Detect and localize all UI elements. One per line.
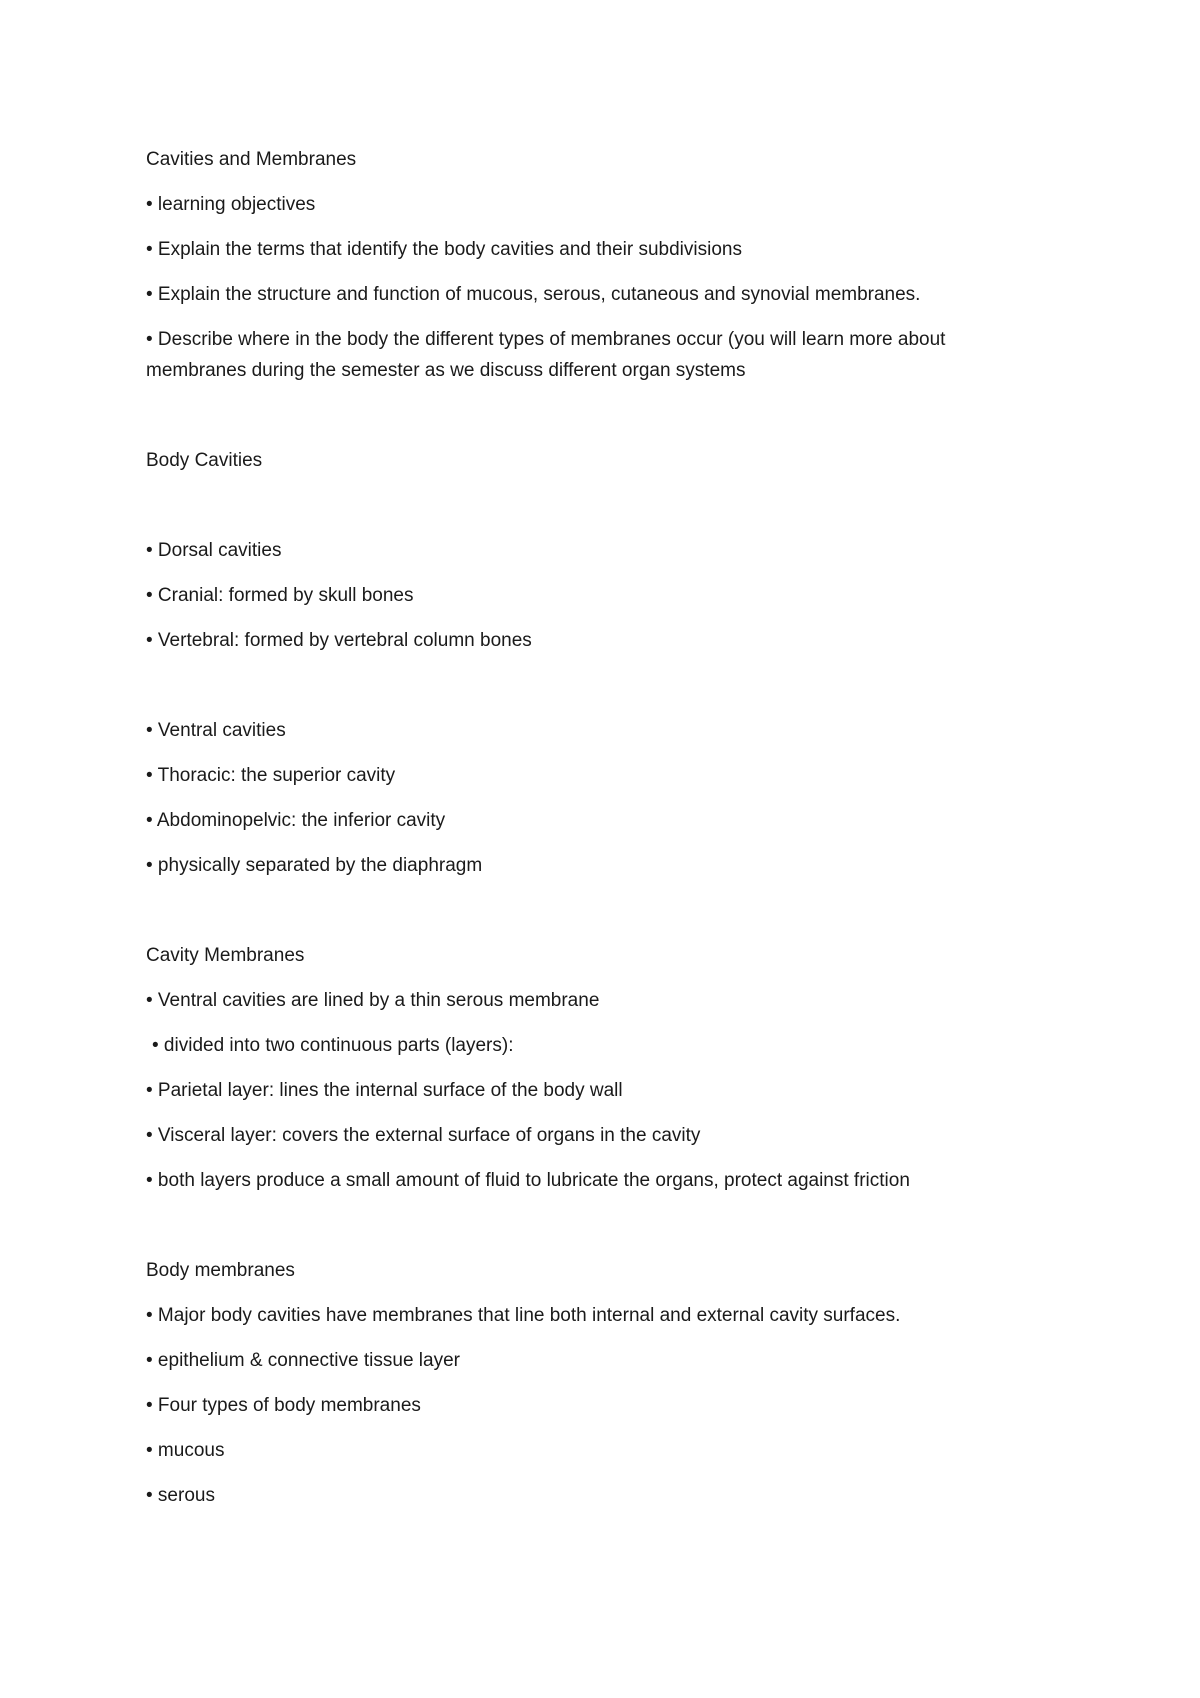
bullet-major-body-cavities: • Major body cavities have membranes that line both internal and external cavity surfaces. <box>146 1305 901 1326</box>
section-heading-cavity-membranes: Cavity Membranes <box>146 945 305 966</box>
bullet-four-types: • Four types of body membranes <box>146 1395 421 1416</box>
blank-line <box>146 1210 1046 1255</box>
section-heading-cavities-and-membranes: Cavities and Membranes <box>146 149 357 170</box>
bullet-vertebral: • Vertebral: formed by vertebral column bones <box>146 630 532 651</box>
section-heading-body-membranes: Body membranes <box>146 1260 295 1281</box>
bullet-explain-terms: • Explain the terms that identify the body cavities and their subdivisions <box>146 239 742 260</box>
bullet-learning-objectives: • learning objectives <box>146 194 316 215</box>
blank-line <box>146 895 1046 940</box>
bullet-ventral-cavities: • Ventral cavities <box>146 720 286 741</box>
bullet-parietal-layer: • Parietal layer: lines the internal surface of the body wall <box>146 1080 623 1101</box>
bullet-serous: • serous <box>146 1485 215 1506</box>
blank-line <box>146 490 1046 535</box>
bullet-thoracic: • Thoracic: the superior cavity <box>146 765 396 786</box>
bullet-cranial: • Cranial: formed by skull bones <box>146 585 414 606</box>
bullet-visceral-layer: • Visceral layer: covers the external surface of organs in the cavity <box>146 1125 701 1146</box>
bullet-diaphragm: • physically separated by the diaphragm <box>146 855 483 876</box>
bullet-explain-structure: • Explain the structure and function of mucous, serous, cutaneous and synovial membranes. <box>146 284 921 305</box>
section-heading-body-cavities: Body Cavities <box>146 450 263 471</box>
bullet-abdominopelvic: • Abdominopelvic: the inferior cavity <box>146 810 446 831</box>
bullet-mucous: • mucous <box>146 1440 225 1461</box>
bullet-ventral-lined: • Ventral cavities are lined by a thin serous membrane <box>146 990 600 1011</box>
bullet-dorsal-cavities: • Dorsal cavities <box>146 540 282 561</box>
bullet-describe-where: • Describe where in the body the different types of membranes occur (you will learn more about membranes during the semester as we discuss different organ systems <box>146 329 946 381</box>
blank-line <box>146 400 1046 445</box>
bullet-epithelium: • epithelium & connective tissue layer <box>146 1350 460 1371</box>
blank-line <box>146 670 1046 715</box>
bullet-both-layers: • both layers produce a small amount of fluid to lubricate the organs, protect against friction <box>146 1170 910 1191</box>
document-content <box>146 144 1046 1525</box>
bullet-divided-two-parts: • divided into two continuous parts (layers): <box>152 1035 514 1056</box>
